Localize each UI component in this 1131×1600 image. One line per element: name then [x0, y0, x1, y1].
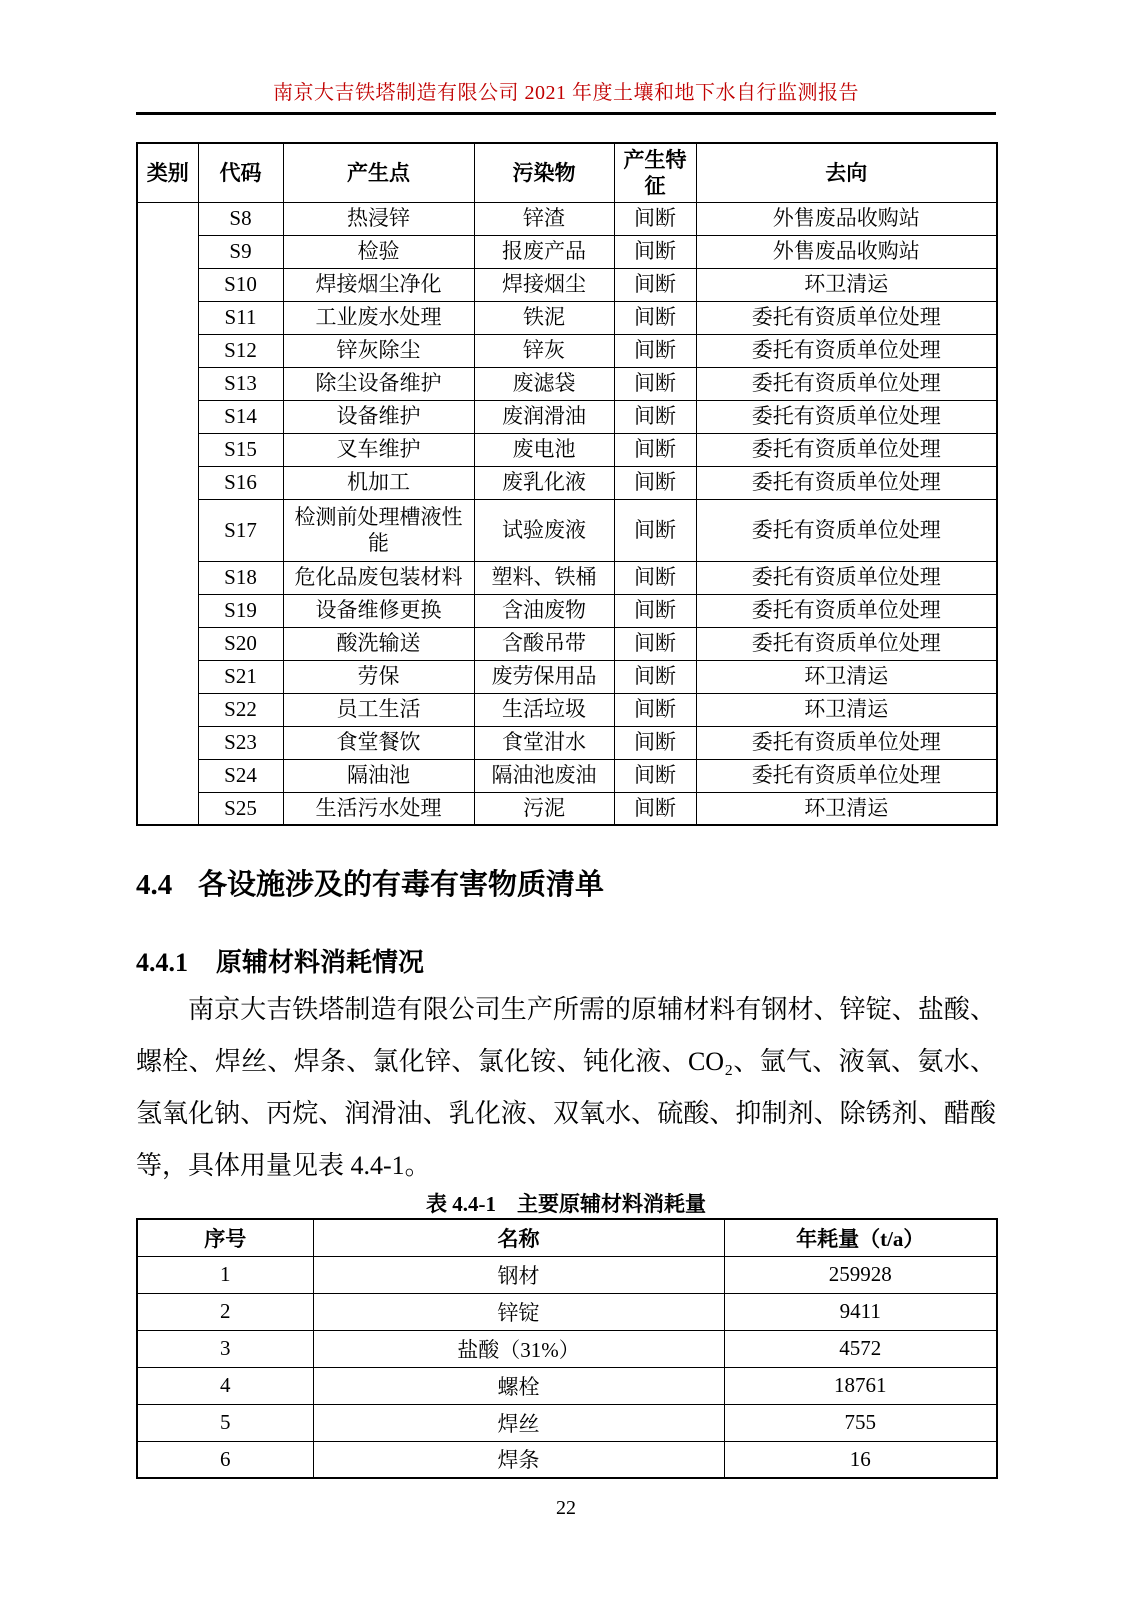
table-row	[137, 693, 997, 726]
cell-pollutant: 污泥	[474, 792, 614, 825]
cell-code: S20	[198, 627, 283, 660]
cell-material-name: 锌锭	[313, 1293, 724, 1330]
cell-pattern: 间断	[614, 627, 696, 660]
table-row	[137, 1404, 997, 1441]
table-row	[137, 400, 997, 433]
cell-destination: 委托有资质单位处理	[696, 367, 997, 400]
cell-destination: 委托有资质单位处理	[696, 400, 997, 433]
cell-code: S18	[198, 561, 283, 594]
cell-pollutant: 锌灰	[474, 334, 614, 367]
cell-consumption: 16	[724, 1441, 997, 1478]
cell-pollutant: 食堂泔水	[474, 726, 614, 759]
cell-index: 3	[137, 1330, 313, 1367]
cell-material-name: 焊条	[313, 1441, 724, 1478]
cell-destination: 外售废品收购站	[696, 235, 997, 268]
cell-code: S8	[198, 202, 283, 235]
paragraph-line: 螺栓、焊丝、焊条、氯化锌、氯化铵、钝化液、CO₂、氩气、液氧、氨水、	[136, 1047, 996, 1076]
cell-consumption: 755	[724, 1404, 997, 1441]
cell-code: S11	[198, 301, 283, 334]
cell-code: S25	[198, 792, 283, 825]
cell-code: S15	[198, 433, 283, 466]
column-header-index: 序号	[137, 1219, 313, 1256]
table-row	[137, 301, 997, 334]
column-header-name: 名称	[313, 1219, 724, 1256]
cell-destination: 委托有资质单位处理	[696, 726, 997, 759]
cell-pattern: 间断	[614, 367, 696, 400]
cell-source: 食堂餐饮	[283, 726, 474, 759]
cell-source: 检测前处理槽液性能	[283, 499, 474, 561]
cell-source: 焊接烟尘净化	[283, 268, 474, 301]
cell-destination: 委托有资质单位处理	[696, 433, 997, 466]
column-header-destination: 去向	[696, 143, 997, 202]
cell-pattern: 间断	[614, 726, 696, 759]
column-header-annual-consumption: 年耗量（t/a）	[724, 1219, 997, 1256]
cell-code: S13	[198, 367, 283, 400]
cell-code: S22	[198, 693, 283, 726]
column-header-code: 代码	[198, 143, 283, 202]
cell-destination: 环卫清运	[696, 693, 997, 726]
cell-material-name: 钢材	[313, 1256, 724, 1293]
cell-source: 机加工	[283, 466, 474, 499]
cell-source: 检验	[283, 235, 474, 268]
cell-destination: 外售废品收购站	[696, 202, 997, 235]
cell-source: 设备维修更换	[283, 594, 474, 627]
cell-pattern: 间断	[614, 202, 696, 235]
section-number: 4.4	[136, 869, 173, 901]
cell-index: 4	[137, 1367, 313, 1404]
cell-pattern: 间断	[614, 466, 696, 499]
cell-code: S16	[198, 466, 283, 499]
header-divider-rule	[136, 112, 996, 115]
cell-index: 6	[137, 1441, 313, 1478]
table-row	[137, 561, 997, 594]
cell-code: S24	[198, 759, 283, 792]
cell-destination: 委托有资质单位处理	[696, 301, 997, 334]
section-title: 原辅材料消耗情况	[216, 948, 425, 977]
cell-pattern: 间断	[614, 759, 696, 792]
cell-source: 锌灰除尘	[283, 334, 474, 367]
column-header-category: 类别	[137, 143, 198, 202]
cell-pollutant: 含油废物	[474, 594, 614, 627]
cell-pattern: 间断	[614, 301, 696, 334]
column-header-pattern: 产生特征	[614, 143, 696, 202]
waste-streams-table	[136, 142, 998, 826]
cell-consumption: 259928	[724, 1256, 997, 1293]
cell-pattern: 间断	[614, 499, 696, 561]
table-row	[137, 499, 997, 561]
cell-pollutant: 生活垃圾	[474, 693, 614, 726]
table-row	[137, 433, 997, 466]
cell-source: 隔油池	[283, 759, 474, 792]
cell-pollutant: 试验废液	[474, 499, 614, 561]
table-row	[137, 1293, 997, 1330]
cell-pattern: 间断	[614, 433, 696, 466]
cell-destination: 环卫清运	[696, 268, 997, 301]
cell-source: 劳保	[283, 660, 474, 693]
cell-destination: 委托有资质单位处理	[696, 759, 997, 792]
table-row	[137, 1441, 997, 1478]
section-heading-4-4	[136, 868, 996, 902]
cell-source: 热浸锌	[283, 202, 474, 235]
cell-source: 员工生活	[283, 693, 474, 726]
cell-code: S19	[198, 594, 283, 627]
table-row	[137, 660, 997, 693]
table-row	[137, 202, 997, 235]
table-row	[137, 792, 997, 825]
cell-source: 工业废水处理	[283, 301, 474, 334]
cell-index: 2	[137, 1293, 313, 1330]
cell-pollutant: 废电池	[474, 433, 614, 466]
table-row	[137, 466, 997, 499]
table-caption: 表 4.4-1 主要原辅材料消耗量	[426, 1192, 706, 1216]
table-row	[137, 235, 997, 268]
section-title: 各设施涉及的有毒有害物质清单	[198, 869, 605, 901]
cell-material-name: 螺栓	[313, 1367, 724, 1404]
cell-pattern: 间断	[614, 561, 696, 594]
cell-pollutant: 废滤袋	[474, 367, 614, 400]
table-row	[137, 726, 997, 759]
cell-pollutant: 废劳保用品	[474, 660, 614, 693]
table-row	[137, 367, 997, 400]
cell-destination: 委托有资质单位处理	[696, 627, 997, 660]
cell-destination: 委托有资质单位处理	[696, 334, 997, 367]
running-header-title: 南京大吉铁塔制造有限公司 2021 年度土壤和地下水自行监测报告	[273, 82, 859, 104]
page-content	[136, 0, 996, 1521]
cell-code: S23	[198, 726, 283, 759]
page-number: 22	[556, 1497, 576, 1519]
table-row	[137, 1256, 997, 1293]
cell-destination: 委托有资质单位处理	[696, 561, 997, 594]
cell-source: 生活污水处理	[283, 792, 474, 825]
cell-code: S17	[198, 499, 283, 561]
cell-pollutant: 废乳化液	[474, 466, 614, 499]
cell-source: 设备维护	[283, 400, 474, 433]
cell-source: 酸洗输送	[283, 627, 474, 660]
cell-code: S9	[198, 235, 283, 268]
section-number: 4.4.1	[136, 948, 188, 977]
cell-pollutant: 焊接烟尘	[474, 268, 614, 301]
cell-consumption: 18761	[724, 1367, 997, 1404]
column-header-source: 产生点	[283, 143, 474, 202]
cell-source: 危化品废包装材料	[283, 561, 474, 594]
table-header-row	[137, 143, 997, 202]
section-heading-4-4-1	[136, 948, 996, 978]
cell-pollutant: 报废产品	[474, 235, 614, 268]
table-row	[137, 1367, 997, 1404]
cell-pollutant: 锌渣	[474, 202, 614, 235]
cell-pollutant: 废润滑油	[474, 400, 614, 433]
cell-pattern: 间断	[614, 792, 696, 825]
table-row	[137, 627, 997, 660]
cell-pollutant: 铁泥	[474, 301, 614, 334]
paragraph-line: 南京大吉铁塔制造有限公司生产所需的原辅材料有钢材、锌锭、盐酸、	[188, 995, 996, 1024]
cell-destination: 委托有资质单位处理	[696, 466, 997, 499]
cell-code: S10	[198, 268, 283, 301]
paragraph-line: 氢氧化钠、丙烷、润滑油、乳化液、双氧水、硫酸、抑制剂、除锈剂、醋酸	[136, 1099, 996, 1128]
table-row	[137, 594, 997, 627]
cell-index: 5	[137, 1404, 313, 1441]
cell-code: S14	[198, 400, 283, 433]
cell-index: 1	[137, 1256, 313, 1293]
cell-code: S12	[198, 334, 283, 367]
cell-pattern: 间断	[614, 693, 696, 726]
cell-consumption: 4572	[724, 1330, 997, 1367]
cell-material-name: 焊丝	[313, 1404, 724, 1441]
paragraph-line: 等，具体用量见表 4.4-1。	[136, 1151, 431, 1180]
materials-consumption-table	[136, 1218, 998, 1479]
cell-pattern: 间断	[614, 400, 696, 433]
table-header-row	[137, 1219, 997, 1256]
cell-pattern: 间断	[614, 334, 696, 367]
cell-pollutant: 含酸吊带	[474, 627, 614, 660]
cell-pattern: 间断	[614, 660, 696, 693]
cell-code: S21	[198, 660, 283, 693]
cell-destination: 委托有资质单位处理	[696, 499, 997, 561]
cell-pollutant: 塑料、铁桶	[474, 561, 614, 594]
cell-pattern: 间断	[614, 268, 696, 301]
cell-consumption: 9411	[724, 1293, 997, 1330]
table-row	[137, 334, 997, 367]
table-row	[137, 1330, 997, 1367]
cell-source: 叉车维护	[283, 433, 474, 466]
column-header-pollutant: 污染物	[474, 143, 614, 202]
cell-pattern: 间断	[614, 235, 696, 268]
body-paragraph	[136, 984, 996, 1192]
table-row	[137, 759, 997, 792]
cell-destination: 委托有资质单位处理	[696, 594, 997, 627]
cell-material-name: 盐酸（31%）	[313, 1330, 724, 1367]
cell-category-merged	[137, 202, 198, 825]
table-row	[137, 268, 997, 301]
cell-source: 除尘设备维护	[283, 367, 474, 400]
cell-pattern: 间断	[614, 594, 696, 627]
cell-destination: 环卫清运	[696, 792, 997, 825]
cell-destination: 环卫清运	[696, 660, 997, 693]
cell-pollutant: 隔油池废油	[474, 759, 614, 792]
